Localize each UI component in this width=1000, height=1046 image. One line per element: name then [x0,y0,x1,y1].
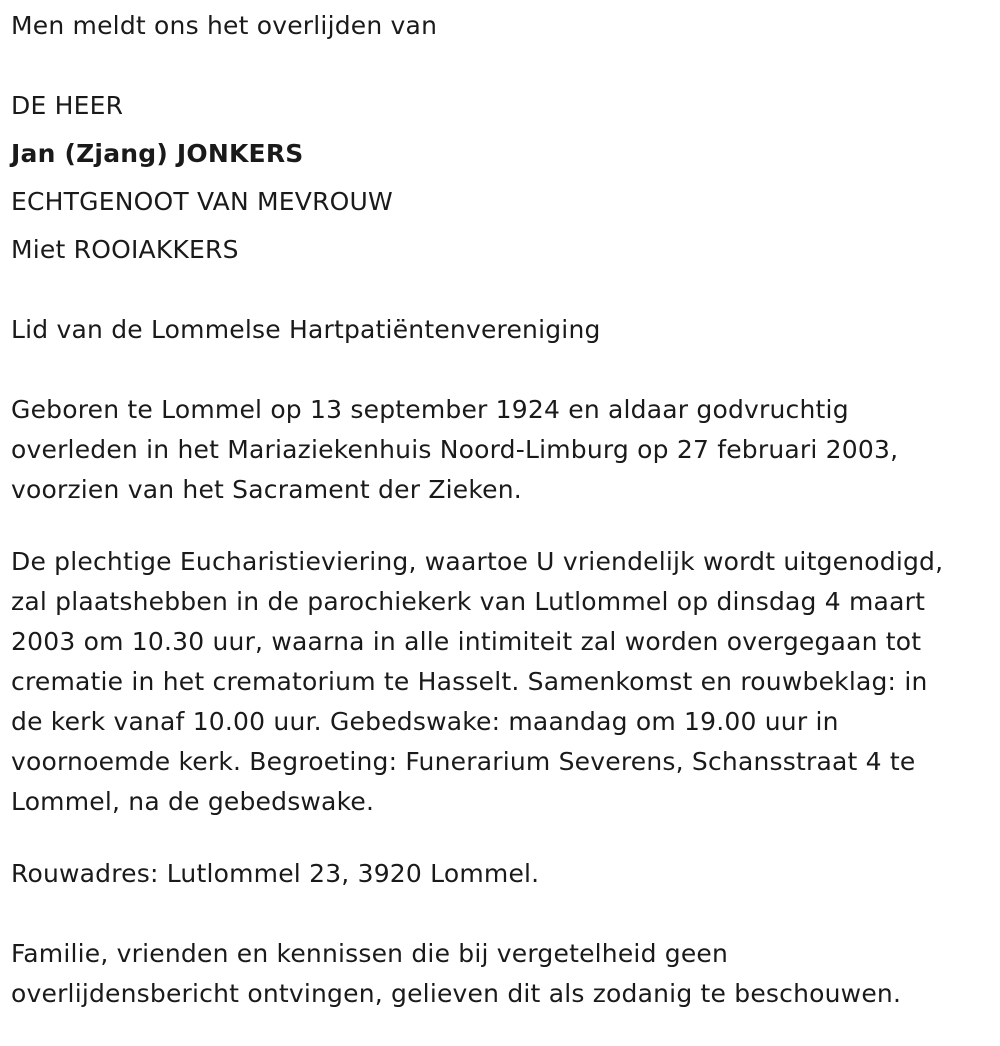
paragraph-line: Lommel, na de gebedswake. [11,787,375,816]
paragraph-line: 2003 om 10.30 uur, waarna in alle intimiteit zal worden overgegaan tot [11,627,922,656]
membership-text: Lid van de Lommelse Hartpatiëntenvereniging [11,315,601,344]
obituary-notice [11,6,996,1014]
paragraph-line: voorzien van het Sacrament der Zieken. [11,475,522,504]
paragraph-line: de kerk vanaf 10.00 uur. Gebedswake: maandag om 19.00 uur in [11,707,839,736]
intro-text: Men meldt ons het overlijden van [11,11,438,40]
deceased-name: Jan (Zjang) JONKERS [11,139,304,168]
paragraph-line: overleden in het Mariaziekenhuis Noord-Limburg op 27 februari 2003, [11,435,899,464]
paragraph-line: Geboren te Lommel op 13 september 1924 en aldaar godvruchtig [11,395,849,424]
closing-paragraph [11,934,996,1014]
paragraph-line: crematie in het crematorium te Hasselt. Samenkomst en rouwbeklag: in [11,667,928,696]
paragraph-line: overlijdensbericht ontvingen, gelieven dit als zodanig te beschouwen. [11,979,902,1008]
birth-death-paragraph [11,390,996,510]
paragraph-line: voornoemde kerk. Begroeting: Funerarium Severens, Schansstraat 4 te [11,747,916,776]
paragraph-line: zal plaatshebben in de parochiekerk van Lutlommel op dinsdag 4 maart [11,587,926,616]
paragraph-line: Familie, vrienden en kennissen die bij vergetelheid geen [11,939,729,968]
mourning-address: Rouwadres: Lutlommel 23, 3920 Lommel. [11,859,540,888]
spouse-title: ECHTGENOOT VAN MEVROUW [11,187,393,216]
spouse-name: Miet ROOIAKKERS [11,235,239,264]
title-line: DE HEER [11,91,124,120]
paragraph-line: De plechtige Eucharistieviering, waartoe U vriendelijk wordt uitgenodigd, [11,547,944,576]
ceremony-paragraph [11,542,996,822]
